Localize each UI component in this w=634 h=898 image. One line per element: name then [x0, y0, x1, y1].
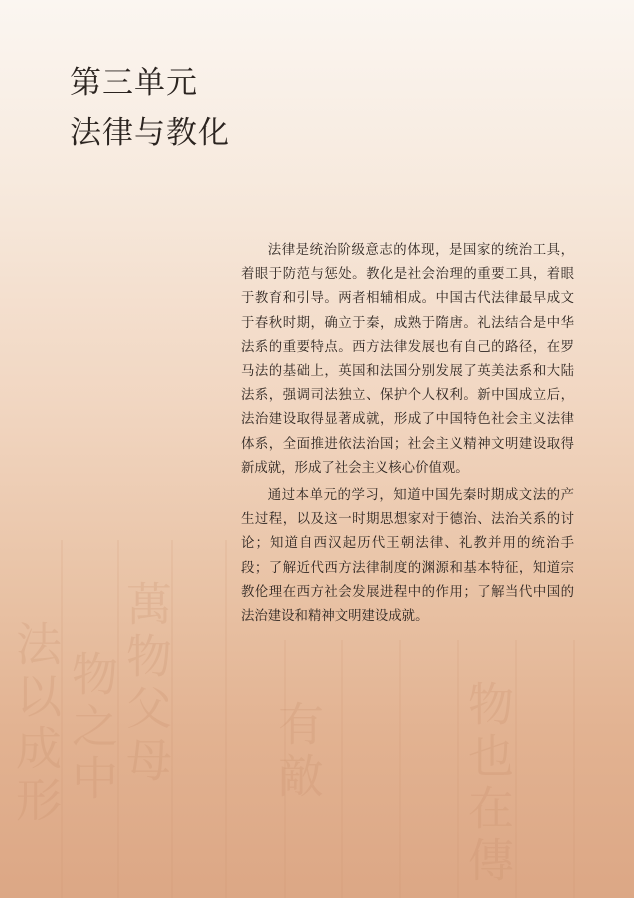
calligraphy-column-3: 萬物父母 — [119, 580, 173, 788]
unit-label: 第三单元 — [70, 65, 198, 101]
intro-paragraph-2: 通过本单元的学习，知道中国先秦时期成文法的产生过程，以及这一时期思想家对于德治、法治关系的讨论；知道自西汉起历代王朝法律、礼教并用的统治手段；了解近代西方法律制度的渊源和基本特征，知道宗教伦理在西方社会发展进程中的作用；了解当代中国的法治建设和精神文明建设成就。 — [241, 488, 574, 625]
calligraphy-column-5: 物也在傳 — [461, 680, 515, 888]
intro-paragraph-1: 法律是统治阶级意志的体现，是国家的统治工具，着眼于防范与惩处。教化是社会治理的重要工具，着眼于教育和引导。两者相辅相成。中国古代法律最早成文于春秋时期，确立于秦，成熟于隋唐。礼法结合是中华法系的重要特点。西方法律发展也有自己的路径，在罗马法的基础上，英国和法国分别发展了英美法系和大陆法系，强调司法独立、保护个人权利。新中国成立后，法治建设取得显著成就，形成了中国特色社会主义法律体系，全面推进依法治国；社会主义精神文明建设取得新成就，形成了社会主义核心价值观。 — [241, 243, 574, 476]
unit-heading — [70, 58, 330, 158]
calligraphy-column-2: 物之中 — [65, 650, 119, 806]
unit-introduction — [241, 239, 574, 632]
calligraphy-column-1: 法以成形 — [9, 620, 63, 828]
unit-title: 法律与教化 — [70, 115, 230, 151]
calligraphy-column-4: 有敵 — [271, 700, 325, 804]
